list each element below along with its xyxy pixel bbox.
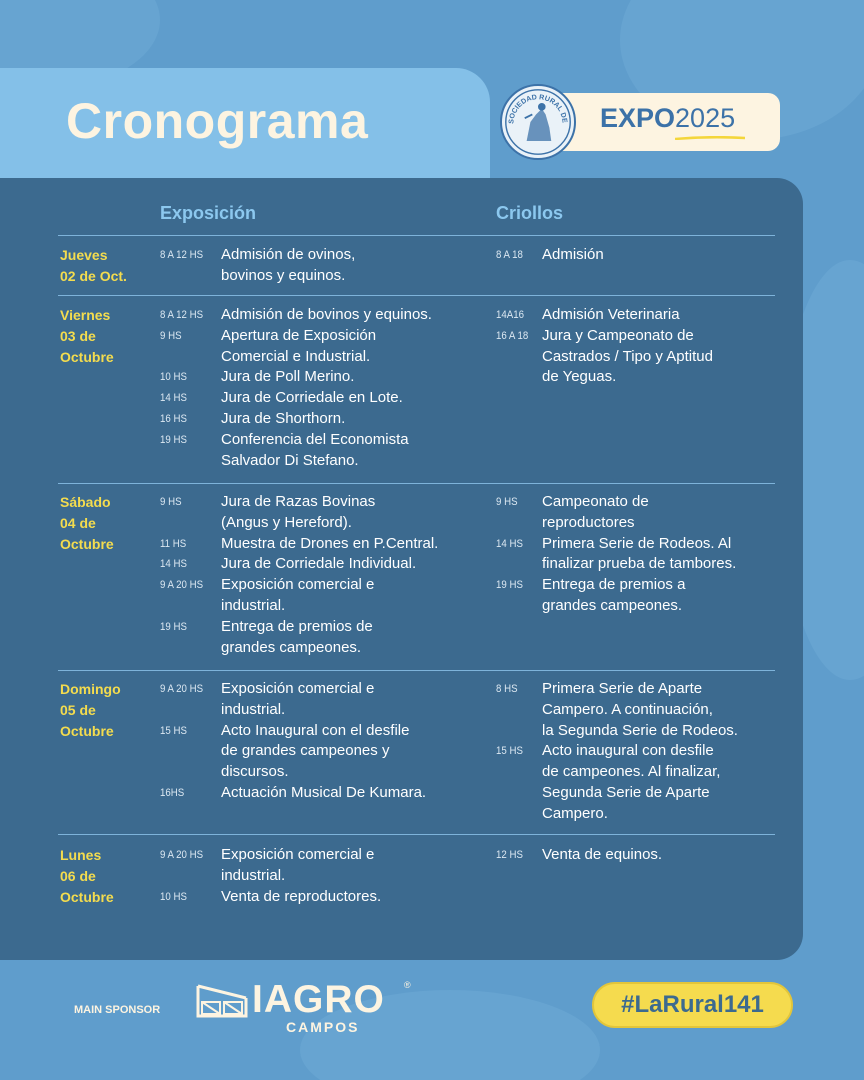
event-row	[160, 845, 483, 887]
event-description	[221, 326, 483, 368]
event-description	[542, 679, 787, 741]
event-description	[542, 305, 787, 326]
event-row	[496, 845, 787, 866]
event-description-line: grandes campeones.	[221, 638, 362, 656]
event-description-line: Primera Serie de Aparte	[542, 680, 703, 697]
event-description-line: Jura de Shorthorn.	[221, 409, 346, 427]
column-header-criollos: Criollos	[496, 203, 564, 223]
day-label-line: Octubre	[60, 348, 114, 365]
expo-year	[675, 103, 735, 133]
day-label-line: Viernes	[60, 307, 111, 323]
event-description-line: Jura de Corriedale Individual.	[221, 555, 417, 573]
event-description-line: Segunda Serie de Aparte	[542, 783, 710, 801]
event-row	[160, 430, 483, 472]
event-description-line: Actuación Musical De Kumara.	[221, 783, 427, 801]
iagro-barn-icon	[196, 984, 248, 1018]
event-row	[496, 326, 787, 388]
page-title: Cronograma	[66, 93, 369, 149]
event-row	[496, 575, 787, 617]
event-description-line: la Segunda Serie de Rodeos.	[542, 721, 738, 739]
event-time: 10 HS	[160, 890, 187, 903]
day-label-line: Lunes	[60, 847, 102, 863]
day-label	[60, 492, 114, 554]
event-row	[160, 721, 483, 783]
event-time: 14 HS	[496, 537, 523, 550]
expo-word: EXPO	[600, 103, 676, 133]
event-description-line: Venta de equinos.	[542, 846, 663, 863]
event-description-line: Muestra de Drones en P.Central.	[221, 534, 439, 552]
event-description-line: Acto inaugural con desfile	[542, 742, 714, 760]
event-time: 15 HS	[496, 745, 523, 758]
event-time: 19 HS	[160, 620, 187, 633]
event-row	[160, 575, 483, 617]
event-description-line: reproductores	[542, 513, 635, 531]
event-row	[160, 617, 483, 659]
event-description-line: Castrados / Tipo y Aptitud	[542, 347, 713, 365]
iagro-campos-logo	[196, 980, 421, 1040]
event-description-line: Exposición comercial e	[221, 680, 375, 697]
day-label-line: 04 de	[60, 514, 96, 531]
event-row	[160, 245, 483, 287]
event-description-line: Campero. A continuación,	[542, 700, 713, 718]
event-time: 11 HS	[160, 537, 187, 550]
event-description-line: de Yeguas.	[542, 368, 617, 386]
event-description-line: Jura de Corriedale en Lote.	[221, 389, 403, 407]
day-label-line: 06 de	[60, 867, 96, 884]
event-time: 16HS	[160, 786, 185, 799]
exposicion-events	[160, 679, 483, 804]
event-description	[542, 534, 787, 576]
day-label-line: Sábado	[60, 494, 111, 510]
event-description	[221, 721, 483, 783]
event-time: 8 A 12 HS	[160, 249, 204, 261]
event-description	[542, 575, 787, 617]
event-description-line: Campero.	[542, 804, 608, 822]
event-row	[496, 679, 787, 741]
exposicion-events	[160, 845, 483, 907]
event-description	[542, 245, 787, 266]
expo-year-text: 2025	[675, 103, 736, 133]
event-description	[221, 430, 483, 472]
event-description-line: industrial.	[221, 596, 286, 614]
event-time: 9 HS	[160, 329, 182, 342]
iagro-sub: CAMPOS	[286, 1019, 360, 1035]
event-description	[542, 741, 787, 824]
event-description-line: Exposición comercial e	[221, 576, 375, 594]
event-time: 8 A 12 HS	[160, 309, 204, 321]
divider	[58, 670, 775, 671]
event-time: 19 HS	[496, 579, 523, 592]
event-description	[221, 887, 483, 908]
event-row	[160, 679, 483, 721]
event-description-line: bovinos y equinos.	[221, 266, 346, 284]
day-label	[60, 679, 121, 741]
day-label-line: Octubre	[60, 888, 114, 905]
criollos-events	[496, 845, 787, 866]
criollos-events	[496, 679, 787, 825]
event-description-line: Admisión de bovinos y equinos.	[221, 306, 432, 323]
event-description-line: Jura de Razas Bovinas	[221, 493, 376, 510]
day-label-line: Jueves	[60, 247, 108, 263]
divider	[58, 483, 775, 484]
expo-2025-logo	[600, 103, 735, 134]
event-description-line: Conferencia del Economista	[221, 430, 409, 448]
event-time: 16 A 18	[496, 329, 529, 342]
event-description	[221, 617, 483, 659]
event-time: 12 HS	[496, 849, 523, 861]
event-time: 8 A 18	[496, 249, 523, 261]
criollos-events	[496, 305, 787, 388]
event-description-line: discursos.	[221, 763, 289, 781]
event-time: 9 A 20 HS	[160, 683, 204, 695]
day-label-line: Octubre	[60, 722, 114, 739]
day-label	[60, 305, 114, 367]
divider	[58, 295, 775, 296]
event-description-line: finalizar prueba de tambores.	[542, 555, 737, 573]
event-description	[221, 388, 483, 409]
day-label-line: 03 de	[60, 327, 96, 344]
event-time: 14 HS	[160, 392, 187, 405]
event-description-line: Campeonato de	[542, 493, 649, 510]
event-description-line: Salvador Di Stefano.	[221, 451, 359, 469]
event-description-line: (Angus y Hereford).	[221, 513, 352, 531]
event-row	[496, 245, 787, 266]
event-time: 19 HS	[160, 433, 187, 446]
event-description	[221, 367, 483, 388]
event-description-line: Jura y Campeonato de	[542, 326, 694, 344]
criollos-events	[496, 492, 787, 617]
day-label-line: Octubre	[60, 535, 114, 552]
event-description-line: Comercial e Industrial.	[221, 347, 371, 365]
event-time: 14A16	[496, 309, 524, 321]
event-description-line: Jura de Poll Merino.	[221, 368, 355, 386]
event-description	[542, 492, 787, 534]
event-description	[221, 845, 483, 887]
event-time: 10 HS	[160, 371, 187, 384]
event-row	[160, 388, 483, 409]
event-description	[221, 305, 483, 326]
event-description	[542, 326, 787, 388]
event-description	[221, 575, 483, 617]
event-description-line: Entrega de premios de	[221, 617, 373, 635]
event-row	[160, 783, 483, 804]
day-label-line: 02 de Oct.	[60, 267, 127, 284]
event-description-line: Admisión Veterinaria	[542, 306, 680, 323]
event-description-line: grandes campeones.	[542, 596, 683, 614]
event-description-line: Venta de reproductores.	[221, 887, 382, 905]
event-description-line: industrial.	[221, 700, 286, 718]
divider	[58, 235, 775, 236]
event-description-line: Acto Inaugural con el desfile	[221, 721, 410, 739]
registered-mark: ®	[404, 980, 411, 990]
event-time: 8 HS	[496, 683, 518, 695]
column-header-exposicion: Exposición	[160, 203, 257, 223]
svg-text:SOCIEDAD RURAL DE BAHIA BLANCA: SOCIEDAD RURAL DE	[507, 93, 569, 125]
event-description-line: de campeones. Al finalizar,	[542, 763, 721, 781]
exposicion-events	[160, 245, 483, 287]
day-label	[60, 245, 127, 287]
event-description	[221, 534, 483, 555]
event-row	[160, 409, 483, 430]
event-row	[496, 741, 787, 824]
event-description	[221, 679, 483, 721]
hashtag-badge: #LaRural141	[592, 982, 793, 1028]
exposicion-events	[160, 305, 483, 471]
event-row	[160, 367, 483, 388]
event-description	[221, 783, 483, 804]
event-description-line: Admisión de ovinos,	[221, 246, 356, 263]
main-sponsor-label: MAIN SPONSOR	[74, 1004, 161, 1016]
event-time: 15 HS	[160, 724, 187, 737]
event-row	[496, 305, 787, 326]
event-time: 9 HS	[160, 496, 182, 508]
event-row	[160, 326, 483, 368]
event-row	[160, 492, 483, 534]
event-description-line: Apertura de Exposición	[221, 326, 377, 344]
divider	[58, 834, 775, 835]
event-description	[542, 845, 787, 866]
iagro-name: IAGRO	[252, 978, 385, 1021]
event-row	[160, 554, 483, 575]
event-row	[160, 305, 483, 326]
day-label-line: 05 de	[60, 701, 96, 718]
event-description-line: Admisión	[542, 246, 604, 263]
day-label-line: Domingo	[60, 681, 121, 697]
event-time: 9 A 20 HS	[160, 849, 204, 861]
event-description-line: Primera Serie de Rodeos. Al	[542, 534, 732, 552]
sociedad-rural-seal-logo	[500, 84, 576, 160]
event-time: 14 HS	[160, 558, 187, 571]
event-description	[221, 554, 483, 575]
criollos-events	[496, 245, 787, 266]
event-time: 9 A 20 HS	[160, 579, 204, 592]
yellow-underline-icon	[675, 136, 745, 140]
event-time: 16 HS	[160, 412, 187, 425]
event-row	[160, 534, 483, 555]
event-description-line: de grandes campeones y	[221, 742, 390, 760]
event-description-line: Entrega de premios a	[542, 576, 686, 594]
day-label	[60, 845, 114, 907]
event-time: 9 HS	[496, 496, 518, 508]
event-description	[221, 409, 483, 430]
event-row	[496, 534, 787, 576]
event-description-line: Exposición comercial e	[221, 846, 375, 863]
event-row	[160, 887, 483, 908]
event-description-line: industrial.	[221, 866, 286, 884]
event-description	[221, 492, 483, 534]
event-description	[221, 245, 483, 287]
event-row	[496, 492, 787, 534]
exposicion-events	[160, 492, 483, 658]
